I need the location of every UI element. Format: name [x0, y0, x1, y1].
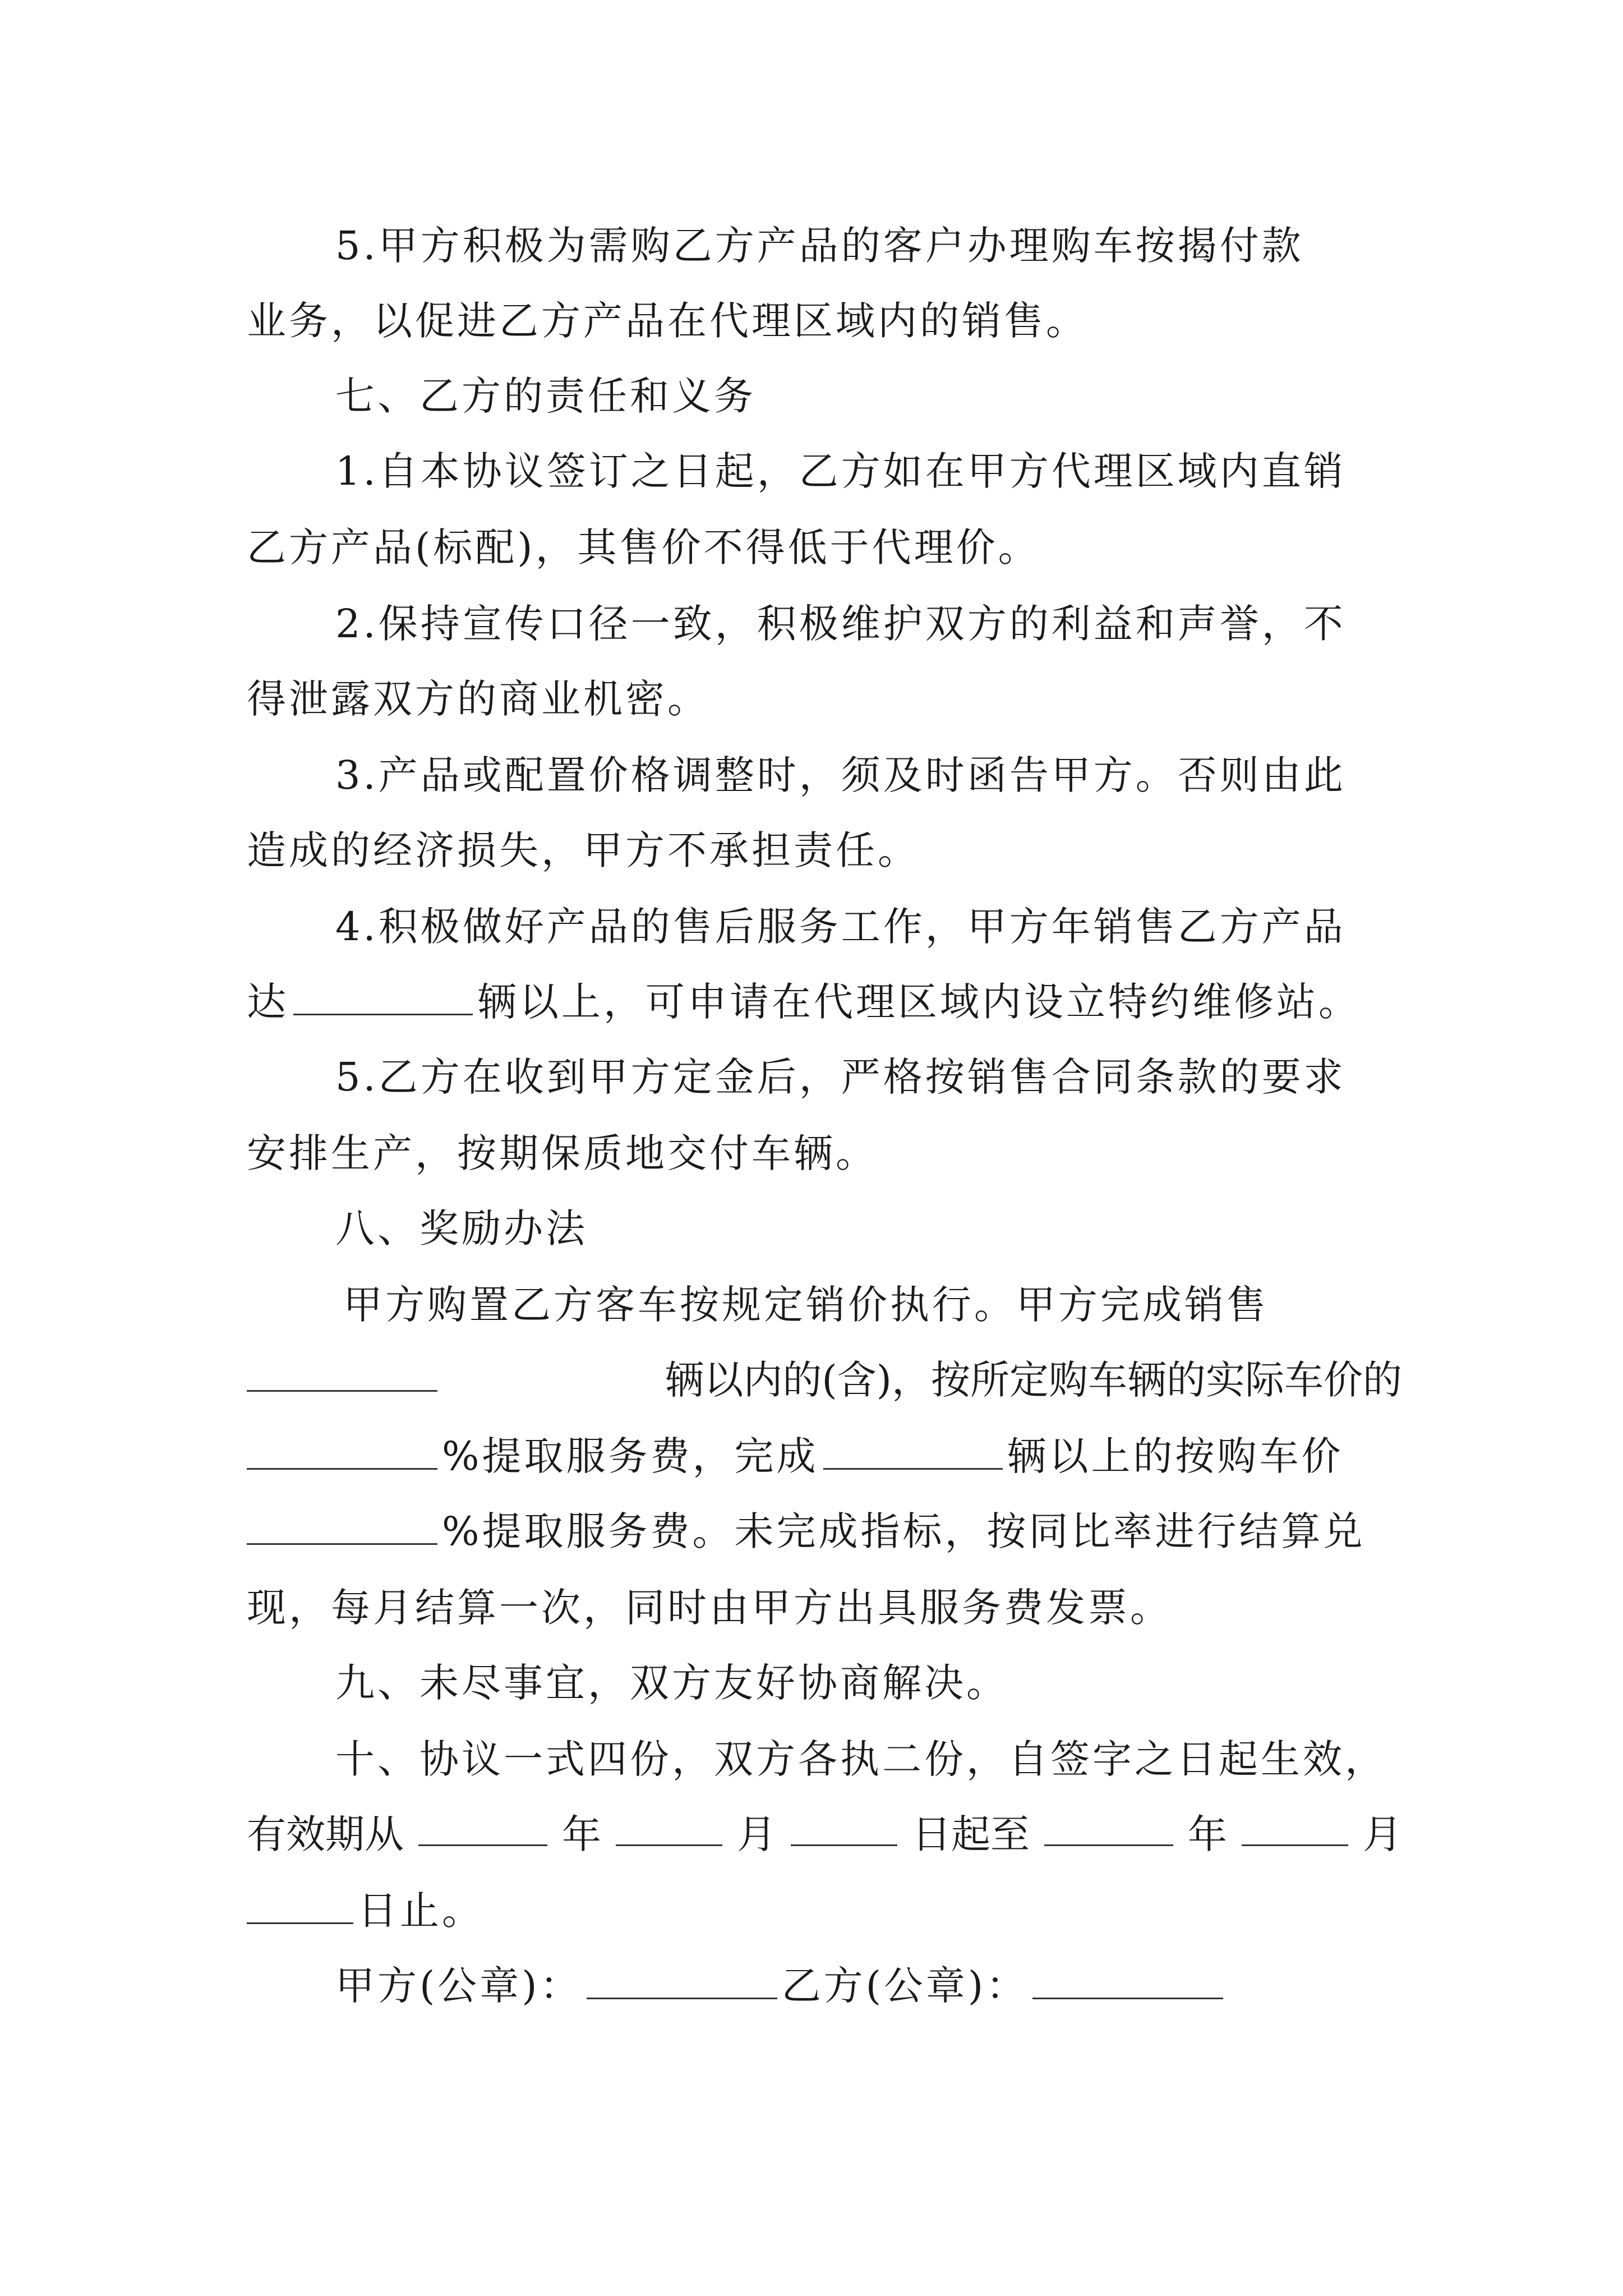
- party-a-seal-label: 甲方(公章)：: [335, 1963, 582, 2009]
- text-line: 5.乙方在收到甲方定金后，严格按销售合同条款的要求: [335, 1054, 1346, 1100]
- text-line: 4.积极做好产品的售后服务工作，甲方年销售乙方产品: [335, 904, 1346, 950]
- text-line: 现，每月结算一次，同时由甲方出具服务费发票。: [247, 1585, 1172, 1631]
- text-line: 业务，以促进乙方产品在代理区域内的销售。: [247, 298, 1088, 344]
- text-segment: 日起至: [912, 1811, 1030, 1857]
- text-line: 5.甲方积极为需购乙方产品的客户办理购车按揭付款: [335, 223, 1304, 269]
- fill-in-blank[interactable]: [1242, 1806, 1348, 1846]
- text-segment: 达: [247, 979, 289, 1025]
- section-heading-8: 八、奖励办法: [335, 1205, 588, 1251]
- text-line: 1.自本协议签订之日起，乙方如在甲方代理区域内直销: [335, 448, 1346, 494]
- text-segment: 辆以上的按购车价: [1007, 1433, 1344, 1479]
- fill-in-blank[interactable]: [247, 1884, 353, 1924]
- text-line: 乙方产品(标配)，其售价不得低于代理价。: [247, 524, 1040, 570]
- signature-line: [335, 1958, 1402, 2014]
- text-segment: 辆以上，可申请在代理区域内设立特约维修站。: [477, 979, 1361, 1025]
- text-segment: 月: [737, 1811, 776, 1857]
- fill-in-blank[interactable]: [823, 1430, 1003, 1470]
- text-line: 2.保持宣传口径一致，积极维护双方的利益和声誉，不: [335, 601, 1346, 647]
- text-line: [247, 1806, 1402, 1862]
- section-heading-10: 十、协议一式四份，双方各执二份，自签字之日起生效，: [335, 1736, 1387, 1782]
- text-line: [247, 974, 1402, 1030]
- text-segment: 有效期从: [247, 1811, 404, 1857]
- text-line: 甲方购置乙方客车按规定销价执行。甲方完成销售: [343, 1282, 1269, 1328]
- section-heading-9: 九、未尽事宜，双方友好协商解决。: [335, 1660, 1008, 1706]
- text-segment: 年: [562, 1811, 601, 1857]
- text-segment: 辆以内的(含)，按所定购车辆的实际车价的: [665, 1357, 1402, 1403]
- text-line: [247, 1503, 1402, 1559]
- text-line: [247, 1352, 1402, 1408]
- fill-in-blank[interactable]: [247, 1430, 437, 1470]
- text-line: [247, 1883, 1402, 1939]
- text-line: [247, 1428, 1402, 1484]
- text-line: 得泄露双方的商业机密。: [247, 676, 709, 722]
- section-heading-7: 七、乙方的责任和义务: [335, 373, 756, 419]
- text-segment: 年: [1188, 1811, 1227, 1857]
- party-b-seal-label: 乙方(公章)：: [781, 1963, 1029, 2009]
- text-line: 安排生产，按期保质地交付车辆。: [247, 1130, 878, 1176]
- text-line: 造成的经济损失，甲方不承担责任。: [247, 827, 920, 873]
- text-segment: 日止。: [358, 1888, 484, 1934]
- text-line: 3.产品或配置价格调整时，须及时函告甲方。否则由此: [335, 752, 1346, 798]
- text-segment: 月: [1363, 1811, 1402, 1857]
- text-segment: %提取服务费。未完成指标，按同比率进行结算兑: [442, 1508, 1366, 1554]
- fill-in-blank[interactable]: [293, 976, 473, 1015]
- text-segment: %提取服务费，完成: [442, 1433, 819, 1479]
- fill-in-blank[interactable]: [791, 1806, 897, 1846]
- fill-in-blank[interactable]: [247, 1505, 437, 1545]
- fill-in-blank[interactable]: [418, 1806, 547, 1846]
- fill-in-blank[interactable]: [616, 1806, 722, 1846]
- fill-in-blank[interactable]: [247, 1352, 437, 1392]
- party-b-seal-blank[interactable]: [1032, 1959, 1223, 1999]
- party-a-seal-blank[interactable]: [587, 1959, 777, 1999]
- fill-in-blank[interactable]: [1044, 1806, 1173, 1846]
